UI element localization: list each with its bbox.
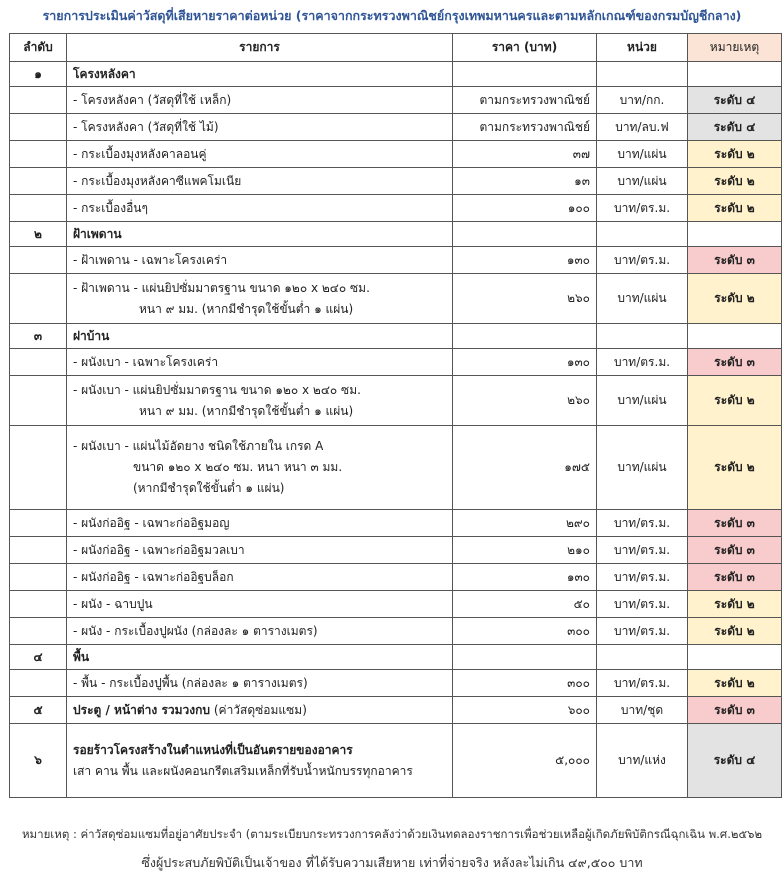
section-number: ๑ — [10, 62, 67, 87]
table-row — [10, 591, 782, 618]
item-unit: บาท/ตร.ม. — [597, 247, 688, 274]
item-name: - ผนังก่ออิฐ - เฉพาะก่ออิฐมอญ — [67, 510, 453, 537]
item-level: ระดับ ๓ — [688, 564, 782, 591]
item-price: ๒๖๐ — [453, 376, 597, 426]
item-price: ๖๐๐ — [453, 697, 597, 724]
column-header-item: รายการ — [67, 34, 453, 62]
item-price: ๒๖๐ — [453, 274, 597, 324]
item-price: ๑๓๐ — [453, 564, 597, 591]
column-header-note: หมายเหตุ — [688, 34, 782, 62]
table-row — [10, 537, 782, 564]
item-unit: บาท/แห่ง — [597, 724, 688, 798]
table-row — [10, 349, 782, 376]
item-line: (หากมีชำรุดใช้ขั้นต่ำ ๑ แผ่น) — [133, 481, 285, 495]
item-level: ระดับ ๔ — [688, 724, 782, 798]
item-unit: บาท/ตร.ม. — [597, 670, 688, 697]
section-title: โครงหลังคา — [67, 62, 453, 87]
item-price: ๑๓ — [453, 168, 597, 195]
section-number: ๔ — [10, 645, 67, 670]
table-row — [10, 564, 782, 591]
item-unit: บาท/ชุด — [597, 697, 688, 724]
table-row — [10, 510, 782, 537]
item-price: ๒๑๐ — [453, 537, 597, 564]
item-unit: บาท/ตร.ม. — [597, 564, 688, 591]
column-header-unit: หน่วย — [597, 34, 688, 62]
item-price: ๓๐๐ — [453, 670, 597, 697]
item-unit: บาท/ตร.ม. — [597, 195, 688, 222]
section-row — [10, 645, 782, 670]
footer-note-line-2: ซึ่งผู้ประสบภัยพิบัติเป็นเจ้าของ ที่ได้รับความเสียหาย เท่าที่จ่ายจริง หลังละไม่เกิน ๔๙,๕๐๐ บาท — [141, 855, 643, 870]
item-name: - กระเบื้องอื่นๆ — [67, 195, 453, 222]
table-row — [10, 247, 782, 274]
table-header-row — [10, 34, 782, 62]
item-name: - ผนังก่ออิฐ - เฉพาะก่ออิฐมวลเบา — [67, 537, 453, 564]
item-name — [67, 724, 453, 798]
item-name: - โครงหลังคา (วัสดุที่ใช้ เหล็ก) — [67, 87, 453, 114]
item-unit: บาท/แผ่น — [597, 274, 688, 324]
item-level: ระดับ ๒ — [688, 426, 782, 510]
section-title: ฝาบ้าน — [67, 324, 453, 349]
section-number: ๕ — [10, 697, 67, 724]
item-line: หนา ๙ มม. (หากมีชำรุดใช้ขั้นต่ำ ๑ แผ่น) — [139, 403, 354, 418]
item-name: - ผนัง - กระเบื้องปูผนัง (กล่องละ ๑ ตารางเมตร) — [67, 618, 453, 645]
item-price: ๑๗๕ — [453, 426, 597, 510]
table-row — [10, 697, 782, 724]
item-title: ประตู / หน้าต่าง รวมวงกบ — [73, 702, 211, 717]
item-name: - กระเบื้องมุงหลังคาลอนคู่ — [67, 141, 453, 168]
item-level: ระดับ ๒ — [688, 168, 782, 195]
item-level: ระดับ ๒ — [688, 670, 782, 697]
section-number: ๓ — [10, 324, 67, 349]
item-unit: บาท/ตร.ม. — [597, 591, 688, 618]
item-name — [67, 274, 453, 324]
item-price: ๓๗ — [453, 141, 597, 168]
item-unit: บาท/แผ่น — [597, 168, 688, 195]
item-name — [67, 697, 453, 724]
item-name — [67, 426, 453, 510]
item-price: ๑๓๐ — [453, 349, 597, 376]
item-name — [67, 376, 453, 426]
item-price: ตามกระทรวงพาณิชย์ — [453, 87, 597, 114]
section-title: ฝ้าเพดาน — [67, 222, 453, 247]
item-unit: บาท/แผ่น — [597, 141, 688, 168]
item-name: - โครงหลังคา (วัสดุที่ใช้ ไม้) — [67, 114, 453, 141]
item-level: ระดับ ๓ — [688, 510, 782, 537]
table-row — [10, 426, 782, 510]
item-name: - กระเบื้องมุงหลังคาซีแพคโมเนีย — [67, 168, 453, 195]
item-unit: บาท/แผ่น — [597, 426, 688, 510]
item-name: - ผนัง - ฉาบปูน — [67, 591, 453, 618]
section-row — [10, 62, 782, 87]
price-table — [9, 33, 782, 798]
item-title: รอยร้าวโครงสร้างในตำแหน่งที่เป็นอันตรายของอาคาร — [73, 742, 353, 757]
item-line: เสา คาน พื้น และผนังคอนกรีตเสริมเหล็กที่รับน้ำหนักบรรทุกอาคาร — [73, 763, 413, 778]
item-line: - ผนังเบา - แผ่นไม้อัดยาง ชนิดใช้ภายใน เกรด A — [73, 439, 324, 453]
item-price: ตามกระทรวงพาณิชย์ — [453, 114, 597, 141]
item-price: ๕๐ — [453, 591, 597, 618]
item-line: - ฝ้าเพดาน - แผ่นยิปซั่มมาตรฐาน ขนาด ๑๒๐ x ๒๔๐ ซม. — [73, 280, 370, 295]
column-header-no: ลำดับ — [10, 34, 67, 62]
item-price: ๒๙๐ — [453, 510, 597, 537]
table-row — [10, 195, 782, 222]
table-row — [10, 376, 782, 426]
item-unit: บาท/กก. — [597, 87, 688, 114]
item-level: ระดับ ๓ — [688, 247, 782, 274]
item-price: ๑๓๐ — [453, 247, 597, 274]
item-level: ระดับ ๒ — [688, 274, 782, 324]
item-name: - ฝ้าเพดาน - เฉพาะโครงเคร่า — [67, 247, 453, 274]
item-name: - พื้น - กระเบื้องปูพื้น (กล่องละ ๑ ตารางเมตร) — [67, 670, 453, 697]
item-level: ระดับ ๒ — [688, 376, 782, 426]
table-row — [10, 274, 782, 324]
item-name: - ผนังก่ออิฐ - เฉพาะก่ออิฐบล็อก — [67, 564, 453, 591]
section-title: พื้น — [67, 645, 453, 670]
table-row — [10, 141, 782, 168]
table-row — [10, 724, 782, 798]
footer-note-line-1: หมายเหตุ : ค่าวัสดุซ่อมแซมที่อยู่อาศัยประจำ (ตามระเบียบกระทรวงการคลังว่าด้วยเงินทดลองราชการเพื่อช่วยเหลือผู้เกิดภัยพิบัติกรณีฉุกเฉิน พ.ศ.๒๕๖๒ — [21, 827, 763, 841]
table-row — [10, 670, 782, 697]
item-level: ระดับ ๓ — [688, 349, 782, 376]
item-level: ระดับ ๔ — [688, 87, 782, 114]
item-level: ระดับ ๒ — [688, 195, 782, 222]
item-price: ๕,๐๐๐ — [453, 724, 597, 798]
table-row — [10, 618, 782, 645]
item-line: ขนาด ๑๒๐ x ๒๔๐ ซม. หนา หนา ๓ มม. — [133, 460, 343, 474]
section-row — [10, 324, 782, 349]
item-line: - ผนังเบา - แผ่นยิปซั่มมาตรฐาน ขนาด ๑๒๐ x ๒๔๐ ซม. — [73, 382, 361, 397]
item-level: ระดับ ๒ — [688, 618, 782, 645]
item-unit: บาท/ตร.ม. — [597, 510, 688, 537]
section-number: ๒ — [10, 222, 67, 247]
item-level: ระดับ ๔ — [688, 114, 782, 141]
item-unit: บาท/ตร.ม. — [597, 537, 688, 564]
item-price: ๑๐๐ — [453, 195, 597, 222]
item-level: ระดับ ๒ — [688, 141, 782, 168]
document-title: รายการประเมินค่าวัสดุที่เสียหายราคาต่อหน่วย (ราคาจากกระทรวงพาณิชย์กรุงเทพมหานครและตามหลักเกณฑ์ของกรมบัญชีกลาง) — [42, 8, 742, 23]
table-row — [10, 168, 782, 195]
table-row — [10, 114, 782, 141]
item-unit: บาท/ลบ.ฟ — [597, 114, 688, 141]
item-level: ระดับ ๓ — [688, 537, 782, 564]
section-number: ๖ — [10, 724, 67, 798]
item-level: ระดับ ๒ — [688, 591, 782, 618]
column-header-price: ราคา (บาท) — [453, 34, 597, 62]
item-unit: บาท/ตร.ม. — [597, 618, 688, 645]
table-row — [10, 87, 782, 114]
item-unit: บาท/แผ่น — [597, 376, 688, 426]
item-unit: บาท/ตร.ม. — [597, 349, 688, 376]
item-price: ๓๐๐ — [453, 618, 597, 645]
item-line: หนา ๙ มม. (หากมีชำรุดใช้ขั้นต่ำ ๑ แผ่น) — [139, 301, 354, 316]
item-level: ระดับ ๓ — [688, 697, 782, 724]
item-title-extra: (ค่าวัสดุซ่อมแซม) — [210, 702, 307, 717]
item-name: - ผนังเบา - เฉพาะโครงเคร่า — [67, 349, 453, 376]
section-row — [10, 222, 782, 247]
